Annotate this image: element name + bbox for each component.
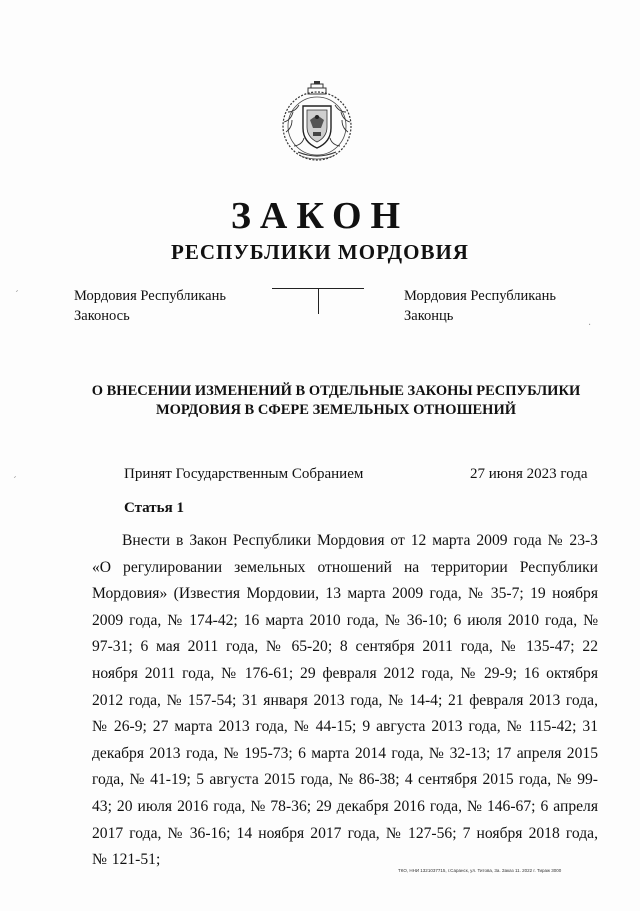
erzya-title-block: [404, 286, 556, 326]
scan-speck: ˊ: [14, 290, 19, 301]
moksha-title-block: [74, 286, 226, 326]
erzya-title-line1: Мордовия Республикань: [404, 288, 556, 304]
number-line-stem: [318, 288, 319, 314]
print-imprint: ТКО, ННИ 1321037715, г.Саранск, ул. Титова, 3а. Заказ 11. 2022 г. Тираж 3000: [398, 868, 562, 873]
erzya-title-line2: Законць: [404, 308, 454, 324]
document-subtitle: РЕСПУБЛИКИ МОРДОВИЯ: [171, 240, 469, 264]
article-text: Внести в Закон Республики Мордовия от 12 марта 2009 года № 23-З «О регулировании земельных отношений на территории Республики Мордовия» (Известия Мордовии, 13 марта 2009 года, № 35-7; 19 ноября 2009 года, № 174-42; 16 марта 2010 года, № 36-10; 6 июля 2010 года, № 97-31; 6 мая 2011 года, № 65-20; 8 сентября 2011 года, № 135-47; 22 ноября 2011 года, № 176-61; 29 февраля 2012 года, № 29-9; 16 октября 2012 года, № 157-54; 31 января 2013 года, № 14-4; 21 февраля 2013 года, № 26-9; 27 марта 2013 года, № 44-15; 9 августа 2013 года, № 115-42; 31 декабря 2013 года, № 195-73; 6 марта 2014 года, № 32-13; 17 апреля 2015 года, № 41-19; 5 августа 2015 года, № 86-38; 4 сентября 2015 года, № 99-43; 20 июля 2016 года, № 78-36; 29 декабря 2016 года, № 146-67; 6 апреля 2017 года, № 36-16; 14 ноября 2017 года, № 127-56; 7 ноября 2018 года, № 121-51;: [92, 532, 598, 869]
document-title: ЗАКОН: [230, 195, 410, 237]
scan-speck: ·: [588, 320, 592, 331]
law-heading-line1: О ВНЕСЕНИИ ИЗМЕНЕНИЙ В ОТДЕЛЬНЫЕ ЗАКОНЫ РЕСПУБЛИКИ: [91, 383, 581, 399]
law-heading-line2: МОРДОВИЯ В СФЕРЕ ЗЕМЕЛЬНЫХ ОТНОШЕНИЙ: [155, 402, 517, 418]
moksha-title-line2: Законось: [74, 308, 130, 324]
adopted-date: 27 июня 2023 года: [470, 466, 588, 482]
law-heading: [90, 382, 582, 420]
scan-speck: ˊ: [12, 476, 17, 487]
coat-of-arms-icon: [272, 76, 362, 166]
article-title: Статья 1: [124, 500, 184, 516]
adopted-by: Принят Государственным Собранием: [124, 466, 364, 482]
moksha-title-line1: Мордовия Республикань: [74, 288, 226, 304]
